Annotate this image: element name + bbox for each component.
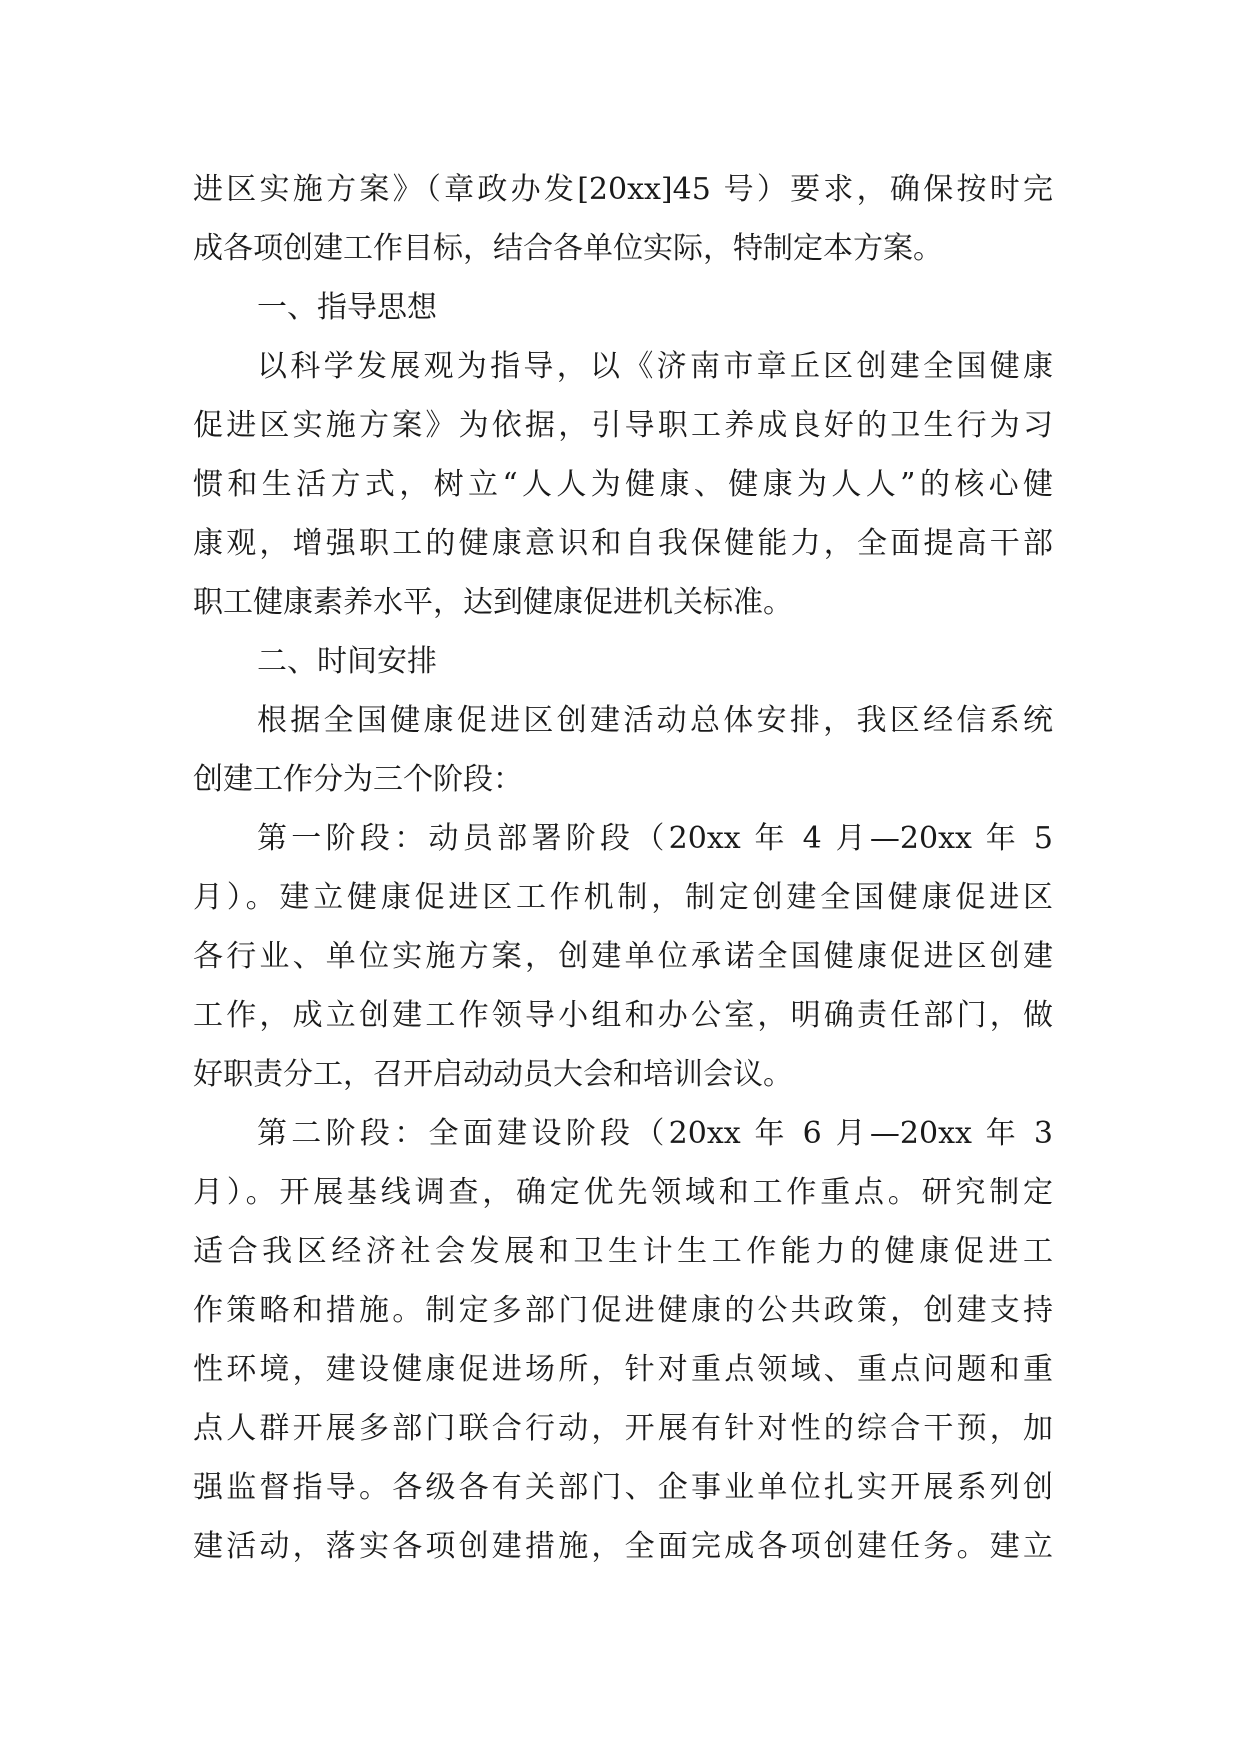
text-line: 惯和生活方式，树立“人人为健康、健康为人人”的核心健	[193, 467, 1053, 502]
section-heading: 一、指导思想	[257, 290, 437, 325]
text-line: 强监督指导。各级各有关部门、企事业单位扎实开展系列创	[193, 1470, 1053, 1505]
text-line: 适合我区经济社会发展和卫生计生工作能力的健康促进工	[193, 1234, 1053, 1269]
text-line: 创建工作分为三个阶段：	[193, 762, 523, 797]
text-line: 点人群开展多部门联合行动，开展有针对性的综合干预，加	[193, 1411, 1053, 1446]
text-line: 促进区实施方案》为依据，引导职工养成良好的卫生行为习	[193, 408, 1053, 443]
text-line: 以科学发展观为指导，以《济南市章丘区创建全国健康	[257, 349, 1053, 384]
text-line: 作策略和措施。制定多部门促进健康的公共政策，创建支持	[193, 1293, 1053, 1328]
section-heading: 二、时间安排	[257, 644, 437, 679]
text-line: 各行业、单位实施方案，创建单位承诺全国健康促进区创建	[193, 939, 1053, 974]
text-line: 第一阶段：动员部署阶段（20xx 年 4 月—20xx 年 5	[257, 821, 1053, 856]
text-line: 根据全国健康促进区创建活动总体安排，我区经信系统	[257, 703, 1053, 738]
text-line: 职工健康素养水平，达到健康促进机关标准。	[193, 585, 793, 620]
text-line: 成各项创建工作目标，结合各单位实际，特制定本方案。	[193, 231, 943, 266]
text-line: 康观，增强职工的健康意识和自我保健能力，全面提高干部	[193, 526, 1053, 561]
text-line: 进区实施方案》（章政办发[20xx]45 号）要求，确保按时完	[193, 172, 1053, 207]
text-line: 第二阶段：全面建设阶段（20xx 年 6 月—20xx 年 3	[257, 1116, 1053, 1151]
document-body	[193, 160, 1053, 1576]
text-line: 工作，成立创建工作领导小组和办公室，明确责任部门，做	[193, 998, 1053, 1033]
text-line: 性环境，建设健康促进场所，针对重点领域、重点问题和重	[193, 1352, 1053, 1387]
text-line: 好职责分工，召开启动动员大会和培训会议。	[193, 1057, 793, 1092]
text-line: 月）。建立健康促进区工作机制，制定创建全国健康促进区	[193, 880, 1053, 915]
text-line: 建活动，落实各项创建措施，全面完成各项创建任务。建立	[193, 1529, 1053, 1564]
text-line: 月）。开展基线调查，确定优先领域和工作重点。研究制定	[193, 1175, 1053, 1210]
